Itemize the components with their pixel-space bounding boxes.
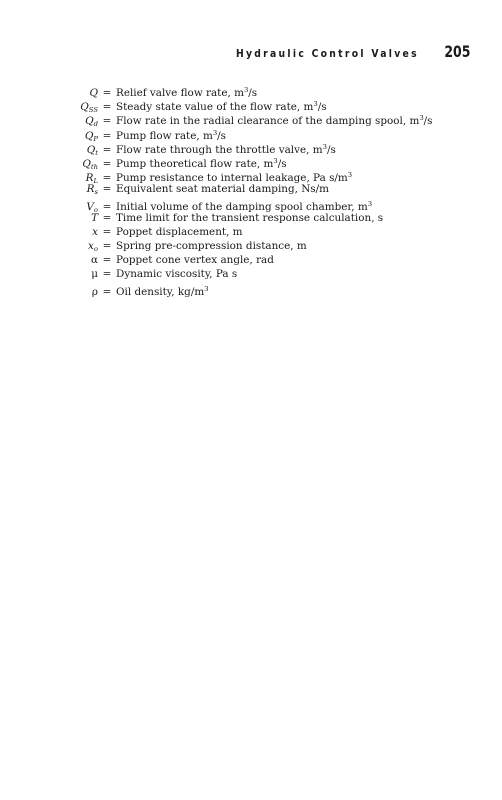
symbol-subscript: o	[93, 245, 98, 254]
nomenclature-row	[50, 282, 470, 296]
symbol-subscript: th	[90, 162, 98, 171]
equals-sign: =	[102, 157, 112, 170]
symbol	[50, 285, 98, 299]
nomenclature-row	[50, 253, 470, 267]
unit-suffix: /s	[248, 87, 258, 99]
nomenclature-row	[50, 239, 470, 253]
definition	[116, 211, 470, 225]
definition-text: Dynamic viscosity, Pa s	[116, 268, 238, 281]
unit-superscript: 3	[419, 114, 424, 123]
nomenclature-row	[50, 197, 470, 214]
unit-superscript: 3	[347, 171, 353, 180]
equals-sign: =	[102, 200, 112, 213]
nomenclature-row	[50, 111, 470, 129]
running-head	[211, 42, 470, 61]
symbol-subscript: SS	[88, 106, 98, 115]
unit-suffix: /s	[326, 143, 336, 156]
symbol-main: ρ	[91, 285, 98, 298]
nomenclature-row	[50, 97, 470, 115]
unit-superscript: 3	[273, 156, 278, 165]
definition	[116, 282, 470, 299]
equals-sign: =	[102, 172, 112, 185]
unit-superscript: 3	[322, 142, 327, 151]
unit-suffix: /s	[423, 115, 433, 128]
nomenclature-row	[50, 267, 470, 281]
symbol-main: α	[90, 254, 98, 267]
definition	[116, 253, 470, 267]
symbol-main: Q	[82, 157, 91, 170]
nomenclature-row	[50, 225, 470, 239]
symbol-main: R	[85, 172, 94, 185]
unit-suffix: /s	[277, 157, 287, 170]
nomenclature-row	[50, 154, 470, 171]
definition-text: Equivalent seat material damping, Ns/m	[116, 183, 329, 196]
symbol-main: Q	[84, 129, 94, 142]
definition-text: Time limit for the transient response calculation, s	[116, 211, 384, 224]
nomenclature-row	[50, 126, 470, 143]
definition-text: Pump resistance to internal leakage, Pa s/m	[116, 172, 348, 185]
definition-text: Spring pre-compression distance, m	[116, 240, 307, 253]
symbol-main: x	[88, 240, 94, 253]
symbol	[50, 267, 98, 281]
definition-text: Pump flow rate, m	[116, 129, 213, 142]
unit-suffix: /s	[317, 101, 327, 114]
nomenclature-row	[50, 168, 470, 186]
symbol-main: μ	[91, 268, 98, 281]
symbol-main: V	[86, 200, 94, 213]
definition-text: Oil density, kg/m	[116, 285, 205, 298]
symbol-subscript: P	[93, 134, 98, 143]
unit-superscript: 3	[243, 86, 249, 94]
symbol-main: x	[92, 225, 98, 238]
definition-text: Flow rate through the throttle valve, m	[116, 143, 323, 156]
symbol-main: R	[86, 183, 95, 196]
unit-superscript: 3	[212, 128, 218, 137]
unit-superscript: 3	[313, 100, 318, 109]
nomenclature-row	[50, 182, 470, 196]
equals-sign: =	[102, 268, 112, 281]
symbol-subscript: s	[94, 188, 98, 197]
symbol	[50, 211, 98, 225]
definition	[116, 267, 470, 281]
symbol	[50, 86, 98, 100]
equals-sign: =	[102, 225, 112, 238]
definition-text: Pump theoretical flow rate, m	[116, 157, 274, 170]
definition	[116, 225, 470, 239]
symbol-subscript: t	[95, 148, 98, 157]
definition-text: Relief valve flow rate, m	[116, 87, 244, 99]
symbol	[50, 253, 98, 267]
symbol-main: Q	[85, 115, 94, 128]
equals-sign: =	[102, 143, 112, 156]
unit-suffix: /s	[217, 129, 226, 142]
equals-sign: =	[102, 211, 112, 224]
unit-superscript: 3	[204, 284, 209, 293]
nomenclature-list	[50, 83, 470, 296]
definition	[116, 239, 470, 253]
definition-text: Steady state value of the flow rate, m	[116, 101, 314, 114]
definition-text: Poppet displacement, m	[116, 225, 243, 238]
nomenclature-row	[50, 211, 470, 225]
definition-text: Poppet cone vertex angle, rad	[116, 254, 274, 267]
equals-sign: =	[102, 129, 112, 142]
symbol	[50, 225, 98, 239]
symbol-subscript: o	[93, 205, 98, 214]
symbol-main: Q	[80, 101, 89, 114]
equals-sign: =	[102, 115, 112, 128]
symbol-main: Q	[89, 87, 98, 99]
nomenclature-row	[50, 140, 470, 157]
unit-superscript: 3	[367, 199, 373, 208]
symbol-main: Q	[86, 143, 96, 156]
definition-text: Initial volume of the damping spool chamber, m	[116, 200, 368, 213]
nomenclature-row	[50, 83, 470, 97]
symbol-main: T	[91, 211, 98, 224]
symbol-subscript: d	[93, 120, 98, 129]
equals-sign: =	[102, 183, 112, 196]
equals-sign: =	[102, 285, 112, 298]
equals-sign: =	[102, 240, 112, 253]
symbol	[50, 182, 98, 199]
definition	[116, 182, 470, 196]
equals-sign: =	[102, 101, 112, 114]
definition-text: Flow rate in the radial clearance of the damping spool, m	[116, 115, 420, 128]
equals-sign: =	[102, 87, 112, 99]
page-number: 205	[443, 42, 470, 61]
chapter-title: Hydraulic Control Valves	[235, 48, 419, 60]
symbol-subscript: L	[93, 177, 98, 186]
equals-sign: =	[102, 254, 112, 267]
